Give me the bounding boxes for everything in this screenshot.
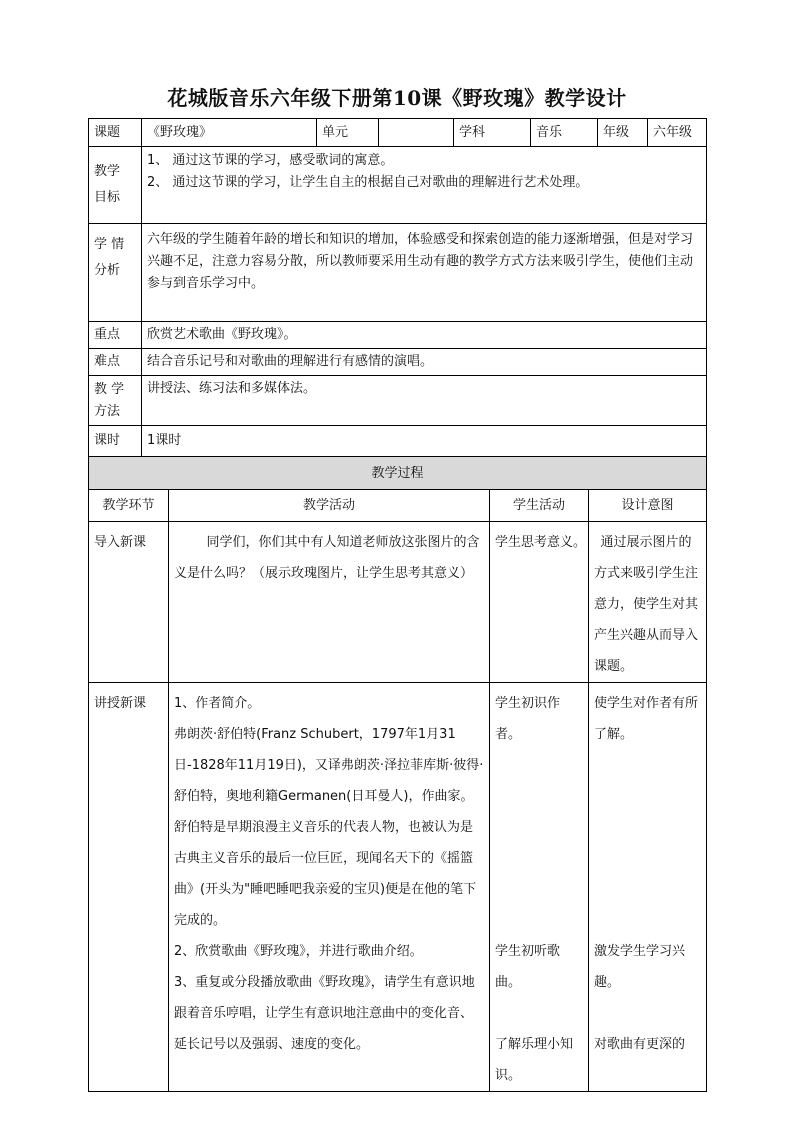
header-student: 学生活动	[490, 490, 589, 522]
grade-value: 六年级	[648, 119, 707, 147]
method-value: 讲授法、练习法和多媒体法。	[142, 376, 707, 426]
document-title: 花城版音乐六年级下册第10课《野玫瑰》教学设计	[167, 86, 627, 110]
focus-value: 欣赏艺术歌曲《野玫瑰》。	[142, 322, 707, 349]
focus-label: 重点	[89, 322, 142, 349]
student-step: 学生初听歌曲。	[495, 944, 561, 990]
subject-value: 音乐	[531, 119, 598, 147]
header-stage: 教学环节	[89, 490, 169, 522]
header-intent: 设计意图	[589, 490, 707, 522]
hours-label: 课时	[89, 426, 142, 457]
method-label: 教 学 方法	[89, 376, 142, 426]
intent-step: 对歌曲有更深的	[594, 1037, 686, 1052]
lecture-student	[490, 683, 589, 1092]
goals-label: 教学 目标	[89, 147, 142, 224]
course-label: 课题	[89, 119, 142, 147]
student-step: 了解乐理小知识。	[495, 1037, 574, 1083]
subject-label: 学科	[454, 119, 531, 147]
goal-item: 2、 通过这节课的学习，让学生自主的根据自己对歌曲的理解进行艺术处理。	[147, 175, 589, 190]
lecture-intent	[589, 683, 707, 1092]
analysis-text: 六年级的学生随着年龄的增长和知识的增加，体验感受和探索创造的能力逐渐增强，但是对学习兴趣不足，注意力容易分散，所以教师要采用生动有趣的教学方式方法来吸引学生，使他们主动参与到音乐学习中。	[142, 224, 707, 322]
activity-author-heading: 1、作者简介。	[174, 696, 261, 711]
activity-author-bio: 弗朗茨·舒伯特(Franz Schubert，1797年1月31日-1828年11月19日)，又译弗朗茨·泽拉菲库斯·彼得·舒伯特，奥地利籍Germanen(日耳曼人)，作曲家。舒伯特是早期浪漫主义音乐的代表人物，也被认为是古典主义音乐的最后一位巨匠，现闻名天下的《摇篮曲》(开头为"睡吧睡吧我亲爱的宝贝)便是在他的笔下完成的。	[174, 727, 484, 928]
process-title: 教学过程	[89, 457, 707, 490]
header-activity: 教学活动	[169, 490, 490, 522]
intro-stage: 导入新课	[89, 522, 169, 683]
teaching-process-table	[88, 456, 707, 1092]
course-value: 《野玫瑰》	[142, 119, 317, 147]
difficulty-value: 结合音乐记号和对歌曲的理解进行有感情的演唱。	[142, 349, 707, 376]
intro-student: 学生思考意义。	[490, 522, 589, 683]
analysis-label: 学 情 分析	[89, 224, 142, 322]
intent-step: 使学生对作者有所了解。	[594, 696, 699, 742]
unit-value	[379, 119, 454, 147]
intro-activity: 同学们，你们其中有人知道老师放这张图片的含义是什么吗？（展示玫瑰图片，让学生思考其意义）	[169, 522, 490, 683]
goal-item: 1、 通过这节课的学习，感受歌词的寓意。	[147, 153, 394, 168]
activity-sing: 3、重复或分段播放歌曲《野玫瑰》，请学生有意识地跟着音乐哼唱，让学生有意识地注意曲中的变化音、延长记号以及强弱、速度的变化。	[174, 975, 475, 1052]
lesson-info-table	[88, 118, 707, 457]
student-step: 学生初识作者。	[495, 696, 561, 742]
lecture-activity	[169, 683, 490, 1092]
grade-label: 年级	[598, 119, 648, 147]
lecture-stage: 讲授新课	[89, 683, 169, 1092]
intent-step: 激发学生学习兴趣。	[594, 944, 686, 990]
intro-intent: 通过展示图片的方式来吸引学生注意力，使学生对其产生兴趣从而导入课题。	[589, 522, 707, 683]
unit-label: 单元	[317, 119, 379, 147]
difficulty-label: 难点	[89, 349, 142, 376]
hours-value: 1课时	[142, 426, 707, 457]
activity-listen: 2、欣赏歌曲《野玫瑰》，并进行歌曲介绍。	[174, 944, 423, 959]
goals-cell	[142, 147, 707, 224]
